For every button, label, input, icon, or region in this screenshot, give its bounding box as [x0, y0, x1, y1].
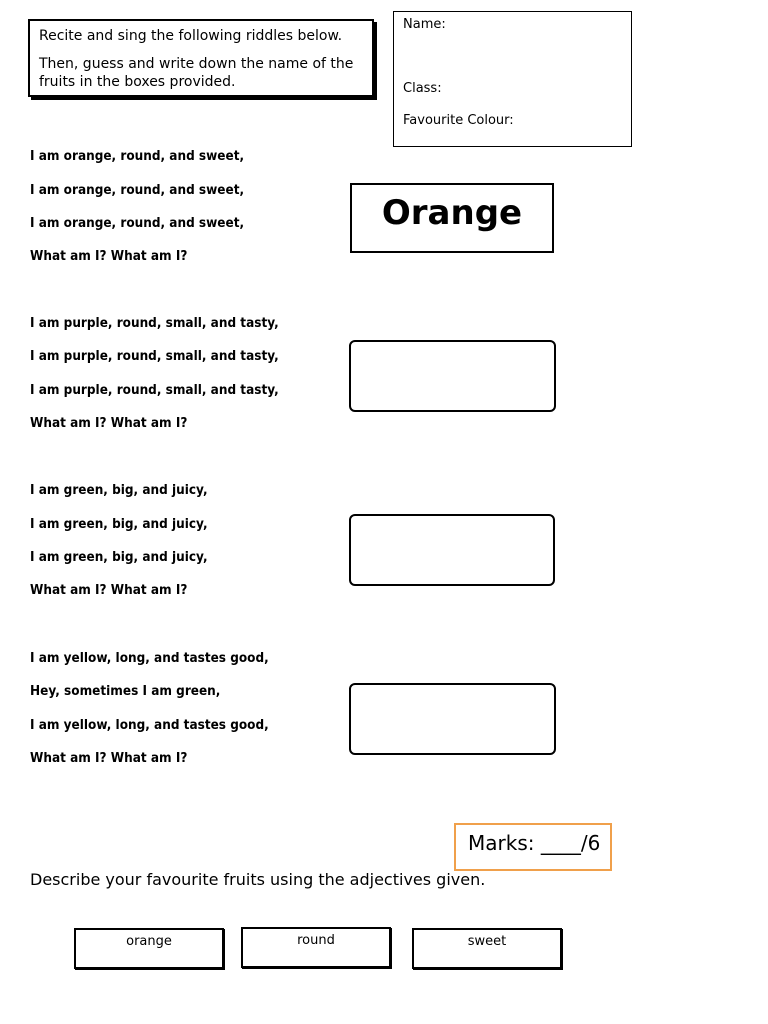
riddle-2-line-4: What am I? What am I? [30, 416, 188, 431]
favourite-colour-label: Favourite Colour: [403, 113, 514, 128]
riddle-2-line-1: I am purple, round, small, and tasty, [30, 316, 279, 331]
riddle-4-line-4: What am I? What am I? [30, 751, 188, 766]
riddle-1-answer-box[interactable]: Orange [350, 183, 554, 253]
adjective-box-round: round [241, 927, 391, 968]
riddle-4-line-1: I am yellow, long, and tastes good, [30, 651, 269, 666]
riddle-1-line-3: I am orange, round, and sweet, [30, 216, 245, 231]
riddle-2-answer-box[interactable] [349, 340, 556, 412]
riddle-4-line-3: I am yellow, long, and tastes good, [30, 718, 269, 733]
riddle-1-line-1: I am orange, round, and sweet, [30, 149, 245, 164]
describe-instruction: Describe your favourite fruits using the adjectives given. [30, 870, 486, 889]
riddle-3-line-1: I am green, big, and juicy, [30, 483, 208, 498]
name-label: Name: [403, 17, 446, 32]
riddle-3-line-2: I am green, big, and juicy, [30, 517, 208, 532]
instruction-line-2: Then, guess and write down the name of the fruits in the boxes provided. [39, 56, 354, 90]
riddle-1-line-4: What am I? What am I? [30, 249, 188, 264]
adjective-box-orange: orange [74, 928, 224, 969]
instruction-line-1: Recite and sing the following riddles below. [39, 28, 343, 44]
riddle-4-line-2: Hey, sometimes I am green, [30, 684, 221, 699]
adjective-box-sweet: sweet [412, 928, 562, 969]
riddle-2-line-3: I am purple, round, small, and tasty, [30, 383, 279, 398]
riddle-4-answer-box[interactable] [349, 683, 556, 755]
riddle-3-line-3: I am green, big, and juicy, [30, 550, 208, 565]
riddle-2-line-2: I am purple, round, small, and tasty, [30, 349, 279, 364]
class-label: Class: [403, 81, 442, 96]
student-info-box[interactable] [393, 11, 632, 147]
riddle-1-line-2: I am orange, round, and sweet, [30, 183, 245, 198]
instructions-box [28, 19, 374, 97]
marks-box: Marks: ____/6 [454, 823, 612, 871]
riddle-3-answer-box[interactable] [349, 514, 555, 586]
riddle-3-line-4: What am I? What am I? [30, 583, 188, 598]
